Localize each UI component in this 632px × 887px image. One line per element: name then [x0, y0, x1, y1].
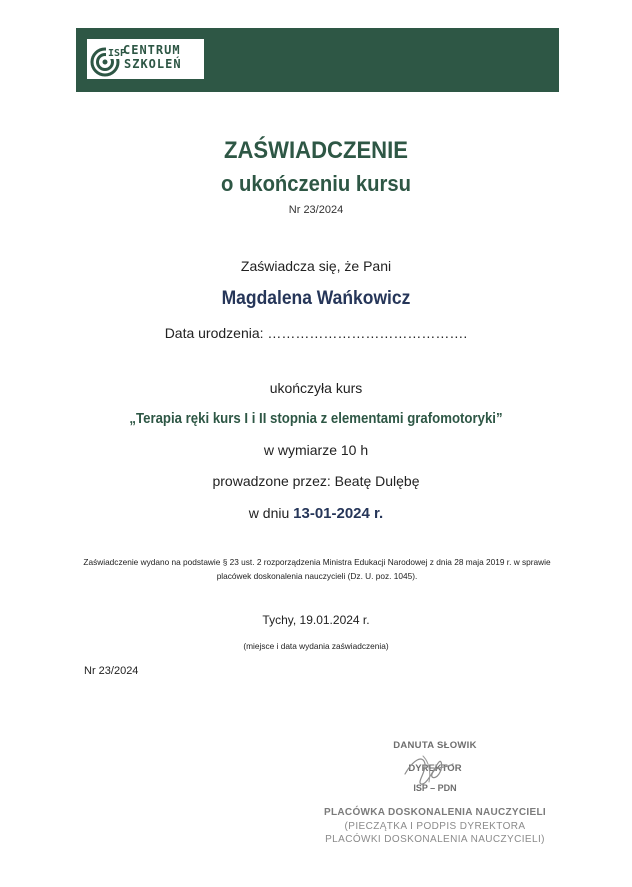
place-and-date-caption: (miejsce i data wydania zaświadczenia): [243, 641, 389, 651]
recipient-name: Magdalena Wańkowicz: [221, 288, 411, 309]
logo-mark-text: ISP: [108, 48, 127, 59]
course-hours: w wymiarze 10 h: [263, 442, 369, 458]
signature-icon: [395, 742, 465, 792]
logo-line2: SZKOLEŃ: [124, 57, 182, 71]
completed-text: ukończyła kurs: [269, 380, 363, 396]
logo-text: [123, 43, 182, 71]
stamp-caption-line2: PLACÓWKI DOSKONALENIA NAUCZYCIELI): [325, 834, 545, 845]
stamp-caption-line1: (PIECZĄTKA I PODPIS DYREKTORA: [344, 821, 526, 832]
certificate-subtitle: o ukończeniu kursu: [220, 171, 412, 196]
legal-basis-text: Zaświadczenie wydano na podstawie § 23 ust. 2 rozporządzenia Ministra Edukacji Narodowej z dnia 28 maja 2019 r. w sprawie placówek doskonalenia nauczycieli (Dz. U. poz. 1045).: [83, 557, 551, 581]
certificate-number-top: Nr 23/2024: [288, 204, 344, 216]
date-of-birth-line: Data urodzenia: …………………………………….: [164, 325, 468, 341]
place-and-date: Tychy, 19.01.2024 r.: [262, 613, 370, 627]
certificate-title: ZAŚWIADCZENIE: [224, 137, 408, 164]
target-logo-icon: [90, 43, 127, 77]
course-date-line: [0, 505, 632, 522]
logo-line1: CENTRUM: [123, 43, 181, 57]
stamp-role: DYREKTOR: [408, 763, 462, 774]
course-date-value: 13-01-2024 r.: [293, 505, 384, 522]
logo: [87, 39, 204, 79]
header-bar: [76, 28, 559, 92]
stamp-institution-type: PLACÓWKA DOSKONALENIA NAUCZYCIELI: [324, 807, 546, 818]
stamp-institution: ISP – PDN: [413, 783, 457, 793]
course-date-prefix: w dniu: [248, 505, 294, 521]
certificate-number-bottom: Nr 23/2024: [84, 665, 139, 677]
certifies-text: Zaświadcza się, że Pani: [240, 258, 392, 274]
course-title: „Terapia ręki kurs I i II stopnia z elementami grafomotoryki”: [129, 410, 503, 427]
course-instructor: prowadzone przez: Beatę Dulębę: [212, 473, 420, 489]
stamp-director-name: DANUTA SŁOWIK: [393, 740, 477, 751]
